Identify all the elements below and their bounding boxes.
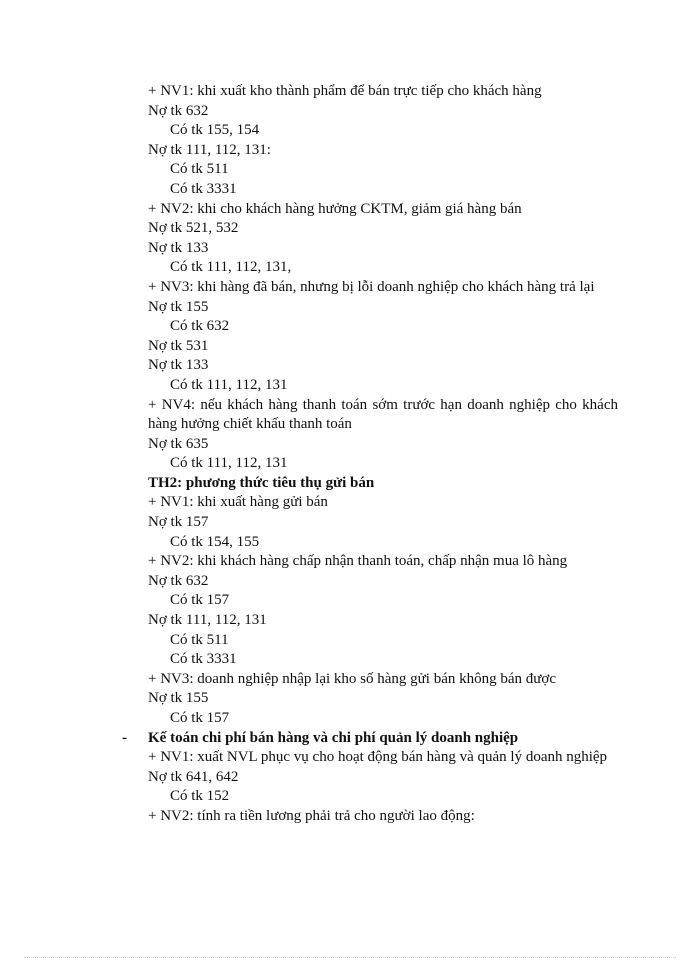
credit-entry: Có tk 152 xyxy=(170,788,230,805)
page-edge-divider xyxy=(24,957,676,958)
debit-entry: Nợ tk 641, 642 xyxy=(148,768,239,785)
debit-entry: Nợ tk 155 xyxy=(148,690,209,707)
debit-entry: Nợ tk 133 xyxy=(148,239,209,256)
text-line: + NV3: doanh nghiệp nhập lại kho số hàng gửi bán không bán được xyxy=(148,670,557,687)
document-body xyxy=(122,82,618,827)
credit-entry: Có tk 111, 112, 131 xyxy=(170,376,288,393)
text-paragraph: + NV1: xuất NVL phục vụ cho hoạt động bán hàng và quản lý doanh nghiệp xyxy=(148,749,608,766)
text-line: + NV1: khi xuất kho thành phẩm để bán trực tiếp cho khách hàng xyxy=(148,83,542,99)
text-paragraph: + NV4: nếu khách hàng thanh toán sớm trước hạn doanh nghiệp cho khách hàng hưởng chiết khấu thanh toán xyxy=(148,396,618,433)
debit-entry: Nợ tk 133 xyxy=(148,357,209,374)
credit-entry: Có tk 511 xyxy=(170,631,229,648)
credit-entry: Có tk 155, 154 xyxy=(170,122,260,139)
credit-entry: Có tk 111, 112, 131 xyxy=(170,455,288,472)
list-dash: - xyxy=(122,729,127,746)
text-line: + NV2: khi khách hàng chấp nhận thanh toán, chấp nhận mua lô hàng xyxy=(148,553,568,570)
debit-entry: Nợ tk 632 xyxy=(148,102,209,119)
debit-entry: Nợ tk 111, 112, 131: xyxy=(148,141,271,158)
debit-entry: Nợ tk 111, 112, 131 xyxy=(148,612,267,629)
debit-entry: Nợ tk 531 xyxy=(148,337,209,354)
section-heading: Kế toán chi phí bán hàng và chi phí quản lý doanh nghiệp xyxy=(148,729,519,746)
debit-entry: Nợ tk 632 xyxy=(148,572,209,589)
text-line: + NV1: khi xuất hàng gửi bán xyxy=(148,494,328,511)
credit-entry: Có tk 3331 xyxy=(170,651,237,668)
debit-entry: Nợ tk 521, 532 xyxy=(148,220,239,237)
credit-entry: Có tk 154, 155 xyxy=(170,533,260,550)
section-heading: TH2: phương thức tiêu thụ gửi bán xyxy=(148,474,375,491)
credit-entry: Có tk 111, 112, 131, xyxy=(170,259,292,276)
text-line: + NV2: tính ra tiền lương phải trả cho người lao động: xyxy=(148,807,475,824)
credit-entry: Có tk 3331 xyxy=(170,180,237,197)
text-line: + NV2: khi cho khách hàng hưởng CKTM, giảm giá hàng bán xyxy=(148,200,522,217)
credit-entry: Có tk 157 xyxy=(170,592,230,609)
text-paragraph: + NV3: khi hàng đã bán, nhưng bị lỗi doanh nghiệp cho khách hàng trả lại xyxy=(148,278,595,295)
credit-entry: Có tk 632 xyxy=(170,318,230,335)
credit-entry: Có tk 157 xyxy=(170,710,230,726)
credit-entry: Có tk 511 xyxy=(170,161,229,178)
debit-entry: Nợ tk 155 xyxy=(148,298,209,315)
debit-entry: Nợ tk 157 xyxy=(148,514,209,531)
debit-entry: Nợ tk 635 xyxy=(148,435,209,452)
section-heading-row xyxy=(122,729,618,749)
